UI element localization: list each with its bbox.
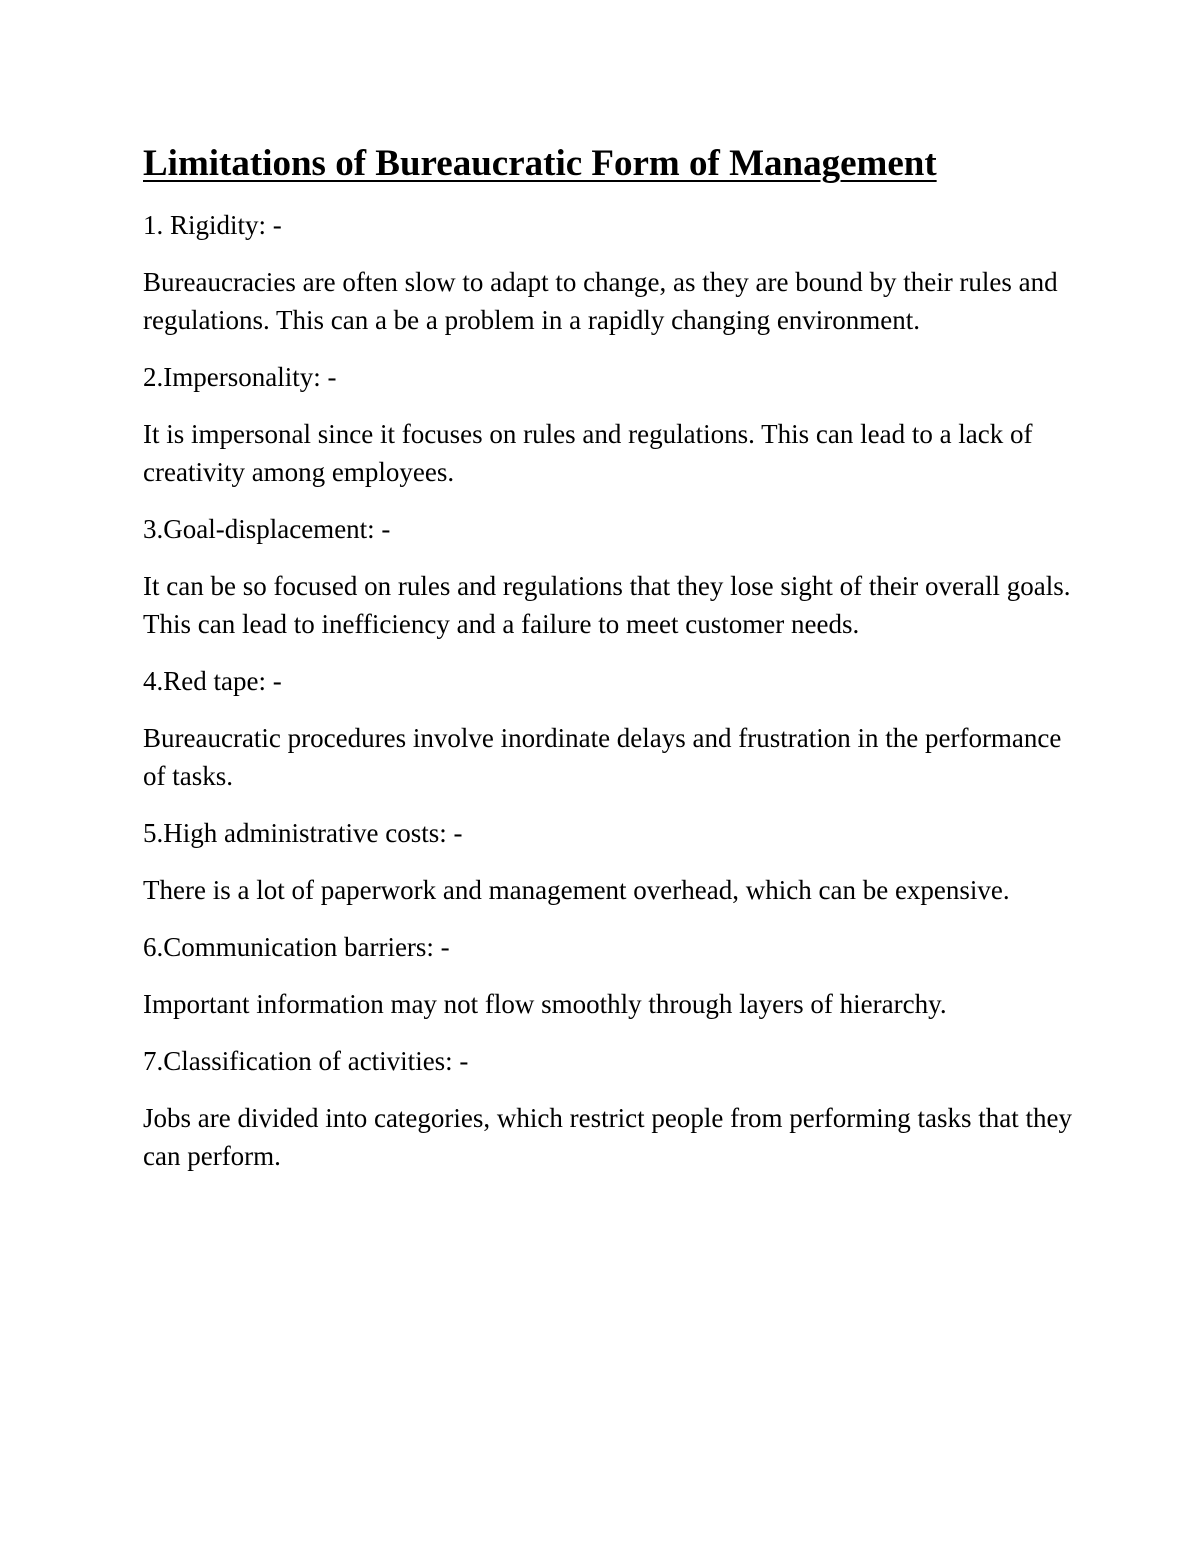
section-body-red-tape: Bureaucratic procedures involve inordinate delays and frustration in the performance of tasks. <box>143 723 1062 791</box>
section-body-classification: Jobs are divided into categories, which restrict people from performing tasks that they can perform. <box>143 1103 1072 1171</box>
document-content <box>143 206 1073 1194</box>
section-heading-goal-displacement: 3.Goal-displacement: - <box>143 514 391 544</box>
section-body-administrative-costs: There is a lot of paperwork and management overhead, which can be expensive. <box>143 875 1010 905</box>
section-heading-rigidity: 1. Rigidity: - <box>143 210 282 240</box>
section-heading-communication-barriers: 6.Communication barriers: - <box>143 932 450 962</box>
section-heading-administrative-costs: 5.High administrative costs: - <box>143 818 463 848</box>
section-heading-classification: 7.Classification of activities: - <box>143 1046 469 1076</box>
section-body-communication-barriers: Important information may not flow smoothly through layers of hierarchy. <box>143 989 947 1019</box>
document-title: Limitations of Bureaucratic Form of Management <box>143 143 937 184</box>
section-body-impersonality: It is impersonal since it focuses on rules and regulations. This can lead to a lack of creativity among employees. <box>143 419 1033 487</box>
section-heading-impersonality: 2.Impersonality: - <box>143 362 337 392</box>
section-body-rigidity: Bureaucracies are often slow to adapt to change, as they are bound by their rules and regulations. This can a be a problem in a rapidly changing environment. <box>143 267 1058 335</box>
section-heading-red-tape: 4.Red tape: - <box>143 666 282 696</box>
section-body-goal-displacement: It can be so focused on rules and regulations that they lose sight of their overall goals. This can lead to inefficiency and a failure to meet customer needs. <box>143 571 1071 639</box>
